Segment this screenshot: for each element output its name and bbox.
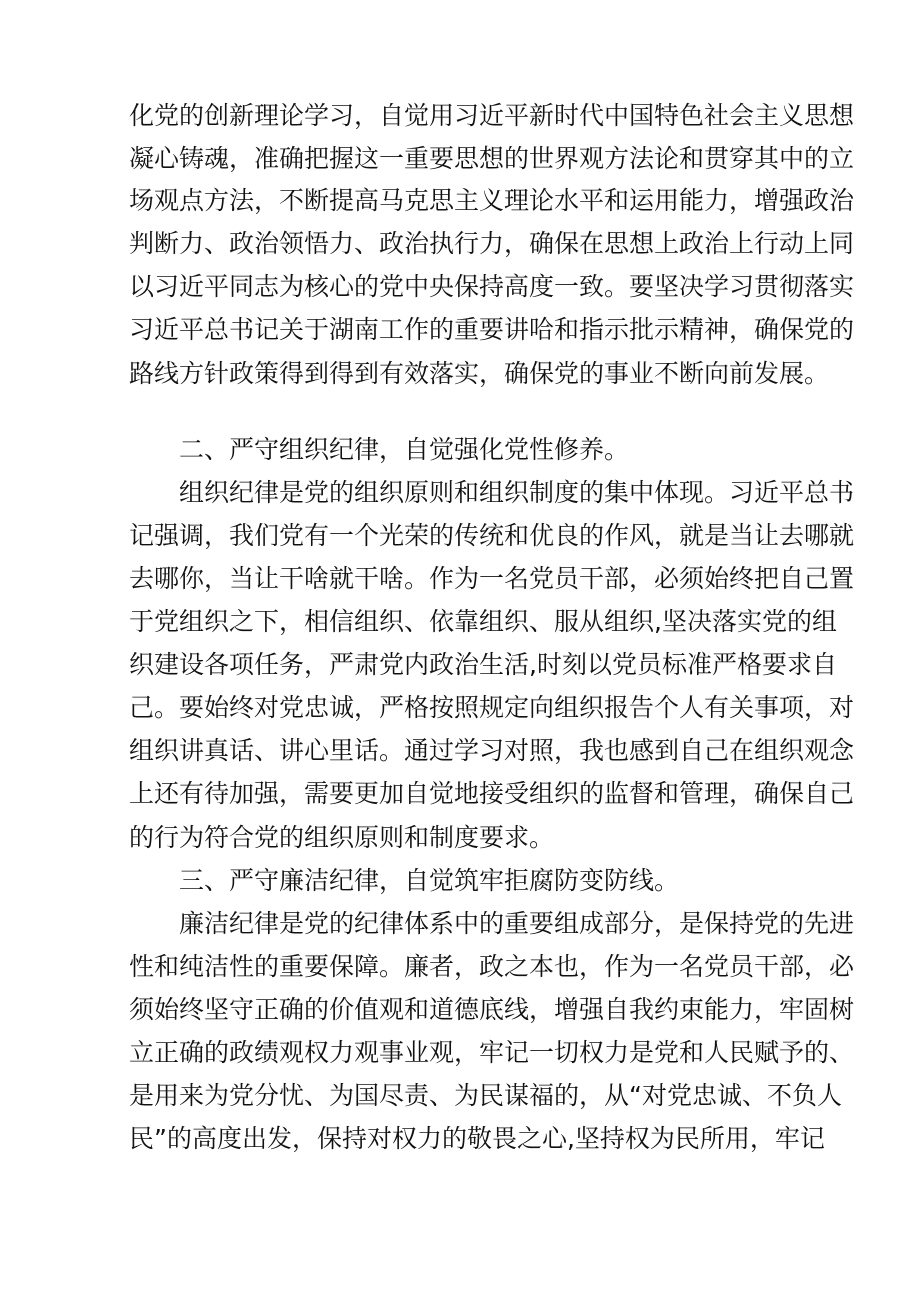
text-line: 习近平总书记关于湖南工作的重要讲哈和指示批示精神，确保党的: [129, 315, 855, 344]
text-line: 记强调，我们党有一个光荣的传统和优良的作风，就是当让去哪就: [129, 521, 855, 550]
text-line: 民”的高度出发，保持对权力的敬畏之心,坚持权为民所用，牢记: [129, 1124, 825, 1153]
text-line: 场观点方法，不断提高马克思主义理论水平和运用能力，增强政治: [129, 186, 855, 215]
text-line: 廉洁纪律是党的纪律体系中的重要组成部分，是保持党的先进: [179, 909, 855, 938]
text-line: 三、严守廉洁纪律，自觉筑牢拒腐防变防线。: [179, 866, 680, 895]
text-line: 路线方针政策得到得到有效落实，确保党的事业不断向前发展。: [129, 359, 830, 388]
text-line: 判断力、政治领悟力、政治执行力，确保在思想上政治上行动上同: [129, 229, 855, 258]
text-line: 立正确的政绩观权力观事业观，牢记一切权力是党和人民赋予的、: [129, 1038, 855, 1067]
text-line: 须始终坚守正确的价值观和道德底线，增强自我约束能力，牢固树: [129, 995, 855, 1024]
text-line: 组织讲真话、讲心里话。通过学习对照，我也感到自己在组织观念: [129, 736, 855, 765]
text-line: 是用来为党分忧、为国尽责、为民谋福的，从“对党忠诚、不负人: [129, 1081, 842, 1110]
text-line: 二、严守组织纪律，自觉强化党性修养。: [179, 435, 630, 464]
text-line: 化党的创新理论学习，自觉用习近平新时代中国特色社会主义思想: [129, 101, 855, 130]
text-line: 织建设各项任务，严肃党内政治生活,时刻以党员标准严格要求自: [129, 650, 837, 679]
text-line: 于党组织之下，相信组织、依靠组织、服从组织,坚决落实党的组: [129, 607, 837, 636]
text-line: 组织纪律是党的组织原则和组织制度的集中体现。习近平总书: [179, 478, 855, 507]
text-line: 去哪你，当让干啥就干啥。作为一名党员干部，必须始终把自己置: [129, 564, 855, 593]
text-line: 的行为符合党的组织原则和制度要求。: [129, 823, 555, 852]
text-line: 己。要始终对党忠诚，严格按照规定向组织报告个人有关事项，对: [129, 693, 855, 722]
text-line: 性和纯洁性的重要保障。廉者，政之本也，作为一名党员干部，必: [129, 952, 855, 981]
text-line: 以习近平同志为核心的党中央保持高度一致。要坚决学习贯彻落实: [129, 272, 855, 301]
text-line: 凝心铸魂，准确把握这一重要思想的世界观方法论和贯穿其中的立: [129, 144, 855, 173]
text-line: 上还有待加强，需要更加自觉地接受组织的监督和管理，确保自己: [129, 779, 855, 808]
